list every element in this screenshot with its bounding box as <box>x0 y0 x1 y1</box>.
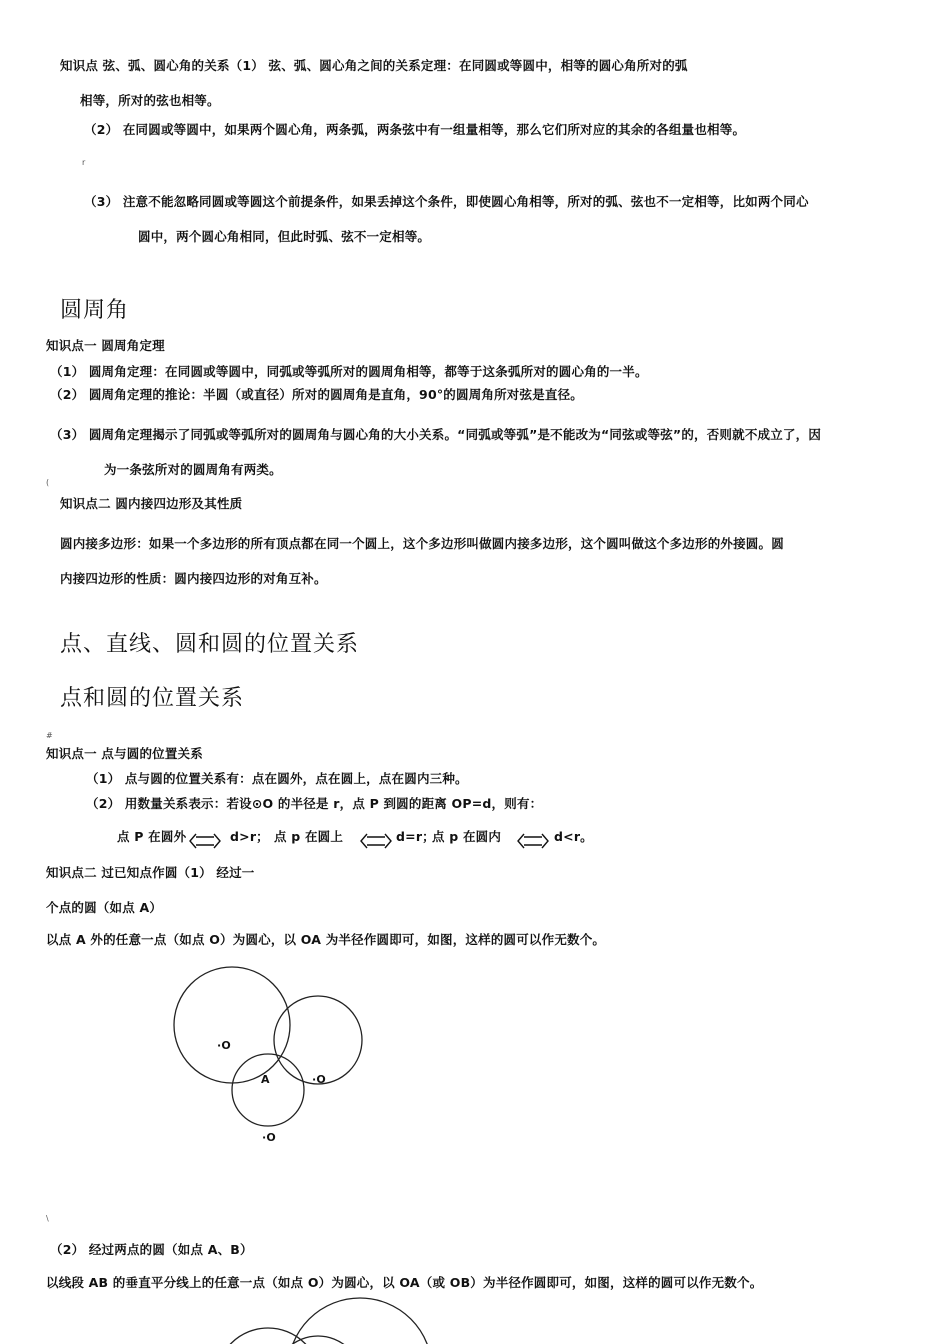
kp-chord-arc-line3-cont: 圆中，两个圆心角相同，但此时弧、弦不一定相等。 <box>138 229 431 244</box>
figure-label-a: A <box>261 1073 270 1086</box>
heading-inscribed-angle: 圆周角 <box>60 298 130 323</box>
inscribed-line2: （2） 圆周角定理的推论：半圆（或直径）所对的圆周角是直角，90°的圆周角所对弦是直径。 <box>50 387 583 402</box>
construct-two-points: （2） 经过两点的圆（如点 A、B） <box>50 1242 253 1257</box>
inscribed-line1: （1） 圆周角定理：在同圆或等圆中，同弧或等弧所对的圆周角相等，都等于这条弧所对的圆心角的一半。 <box>50 364 648 379</box>
kp-chord-arc-line2: （2） 在同圆或等圆中，如果两个圆心角，两条弧，两条弦中有一组量相等，那么它们所对应的其余的各组量也相等。 <box>84 122 746 137</box>
inscribed-line3: （3） 圆周角定理揭示了同弧或等弧所对的圆周角与圆心角的大小关系。“同弧或等弧”是不能改为“同弦或等弦”的，否则就不成立了，因 <box>50 427 822 442</box>
figure-circle <box>274 1336 362 1344</box>
construct-two-points-text: 以线段 AB 的垂直平分线上的任意一点（如点 O）为圆心，以 OA（或 OB）为半径作圆即可，如图，这样的圆可以作无数个。 <box>46 1275 763 1290</box>
kp-chord-arc-line1-cont: 相等，所对的弦也相等。 <box>80 93 220 108</box>
heading-positions: 点、直线、圆和圆的位置关系 <box>60 632 360 657</box>
stray-mark: r <box>82 158 86 167</box>
kp-chord-arc-line1: 知识点 弦、弧、圆心角的关系（1） 弦、弧、圆心角之间的关系定理：在同圆或等圆中，相等的圆心角所对的弧 <box>60 58 688 73</box>
stray-mark: \ <box>46 1214 49 1223</box>
cyclic-definition: 圆内接多边形：如果一个多边形的所有顶点都在同一个圆上，这个多边形叫做圆内接多边形，这个圆叫做这个多边形的外接圆。圆 <box>60 536 784 551</box>
point-circle-line2: （2） 用数量关系表示：若设⊙O 的半径是 r，点 P 到圆的距离 OP=d，则有： <box>86 796 543 811</box>
point-circle-line1: （1） 点与圆的位置关系有：点在圆外，点在圆上，点在圆内三种。 <box>86 771 468 786</box>
inscribed-line3-cont: 为一条弦所对的圆周角有两类。 <box>104 462 282 477</box>
relation-inside-value: d<r。 <box>554 829 593 844</box>
cyclic-property: 内接四边形的性质：圆内接四边形的对角互补。 <box>60 571 327 586</box>
figure-label-o: ·O <box>217 1039 231 1052</box>
figure-label-o: ·O <box>262 1131 276 1144</box>
figure-circle <box>232 1054 304 1126</box>
kp-inscribed-angle-theorem: 知识点一 圆周角定理 <box>46 338 165 353</box>
figure-label-o: ·O <box>312 1073 326 1086</box>
figure-circle <box>216 1328 320 1344</box>
kp-point-circle: 知识点一 点与圆的位置关系 <box>46 746 203 761</box>
figure-circle <box>274 996 362 1084</box>
relation-outside-value: d>r； <box>230 829 269 844</box>
heading-point-circle: 点和圆的位置关系 <box>60 686 245 711</box>
figure-circle <box>174 967 290 1083</box>
relation-outside-label: 点 P 在圆外 <box>117 829 187 844</box>
kp-chord-arc-line3: （3） 注意不能忽略同圆或等圆这个前提条件，如果丢掉这个条件，即使圆心角相等，所对的弧、弦也不一定相等，比如两个同心 <box>84 194 809 209</box>
relation-on-value: d=r； <box>396 829 435 844</box>
construct-one-point: 个点的圆（如点 A） <box>46 900 163 915</box>
stray-mark: ( <box>46 478 50 487</box>
construct-one-point-text: 以点 A 外的任意一点（如点 O）为圆心，以 OA 为半径作圆即可，如图，这样的圆可以作无数个。 <box>46 932 606 947</box>
relation-on-label: 点 p 在圆上 <box>274 829 344 844</box>
kp-construct-circle: 知识点二 过已知点作圆（1） 经过一 <box>46 865 255 880</box>
kp-cyclic-quadrilateral: 知识点二 圆内接四边形及其性质 <box>60 496 243 511</box>
relation-inside-label: 点 p 在圆内 <box>432 829 502 844</box>
stray-mark: # <box>46 731 53 740</box>
